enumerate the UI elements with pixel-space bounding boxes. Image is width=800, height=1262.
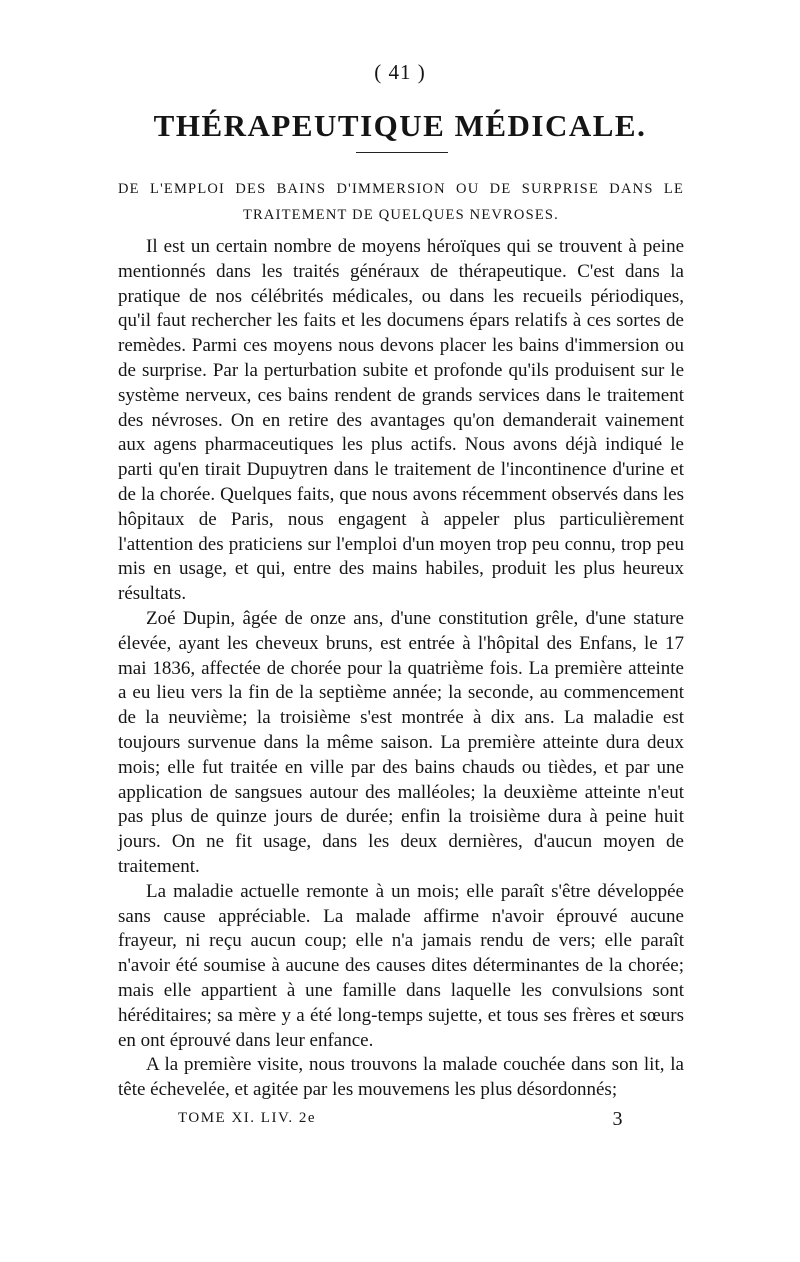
page-number: ( 41 ) <box>374 60 426 84</box>
article-body <box>118 235 684 1103</box>
title-divider <box>356 152 448 153</box>
article-title: DE L'EMPLOI DES BAINS D'IMMERSION OU DE SURPRISE DANS LE TRAITEMENT DE QUELQUES NEVROSES. <box>118 181 684 223</box>
footer-signature: TOME XI. LIV. 2e <box>178 1110 317 1126</box>
section-title: THÉRAPEUTIQUE MÉDICALE. <box>153 108 647 143</box>
paragraph-first-visit: A la première visite, nous trouvons la malade couchée dans son lit, la tête échevelée, et agitée par les mouvemens les plus désordonnés; <box>118 1054 684 1101</box>
paragraph-history: La maladie actuelle remonte à un mois; elle paraît s'être développée sans cause appréciable. La malade affirme n'avoir éprouvé aucune frayeur, ni reçu aucun coup; elle n'a jamais rendu de vers; elle paraît n'avoir été soumise à aucune des causes dites déterminantes de la chorée; mais elle appartient à une famille dans laquelle les convulsions sont héréditaires; sa mère y a été long-temps sujette, et tous ses frères et sœurs en ont éprouvé dans leur enfance. <box>118 880 684 1051</box>
footer-sheet-number: 3 <box>612 1108 624 1130</box>
paragraph-intro: Il est un certain nombre de moyens héroïques qui se trouvent à peine mentionnés dans les traités généraux de thérapeutique. C'est dans la pratique de nos célébrités médicales, ou dans les recueils périodiques, qu'il faut rechercher les faits et les documens épars relatifs à ces sortes de remèdes. Parmi ces moyens nous devons placer les bains d'immersion ou de surprise. Par la perturbation subite et profonde qu'ils produisent sur le système nerveux, ces bains rendent de grands services dans le traitement des névroses. On en retire des avantages qu'on demanderait vainement aux agens pharmaceutiques les plus actifs. Nous avons déjà indiqué le parti qu'en tirait Dupuytren dans le traitement de l'incontinence d'urine et de la chorée. Quelques faits, que nous avons récemment observés dans les hôpitaux de Paris, nous engagent à appeler plus particulièrement l'attention des praticiens sur l'emploi d'un moyen trop peu connu, trop peu mis en usage, et qui, entre des mains habiles, produit les plus heureux résultats. <box>118 236 684 605</box>
paragraph-case: Zoé Dupin, âgée de onze ans, d'une constitution grêle, d'une stature élevée, ayant les cheveux bruns, est entrée à l'hôpital des Enfans, le 17 mai 1836, affectée de chorée pour la quatrième fois. La première atteinte a eu lieu vers la fin de la septième année; la seconde, au commencement de la neuvième; la troisième s'est montrée à dix ans. La maladie est toujours survenue dans la même saison. La première atteinte dura deux mois; elle fut traitée en ville par des bains chauds ou tièdes, et par une application de sangsues autour des malléoles; la deuxième atteinte n'eut pas plus de quinze jours de durée; enfin la troisième dura à peine huit jours. On ne fit usage, dans les deux dernières, d'aucun moyen de traitement. <box>118 607 684 877</box>
